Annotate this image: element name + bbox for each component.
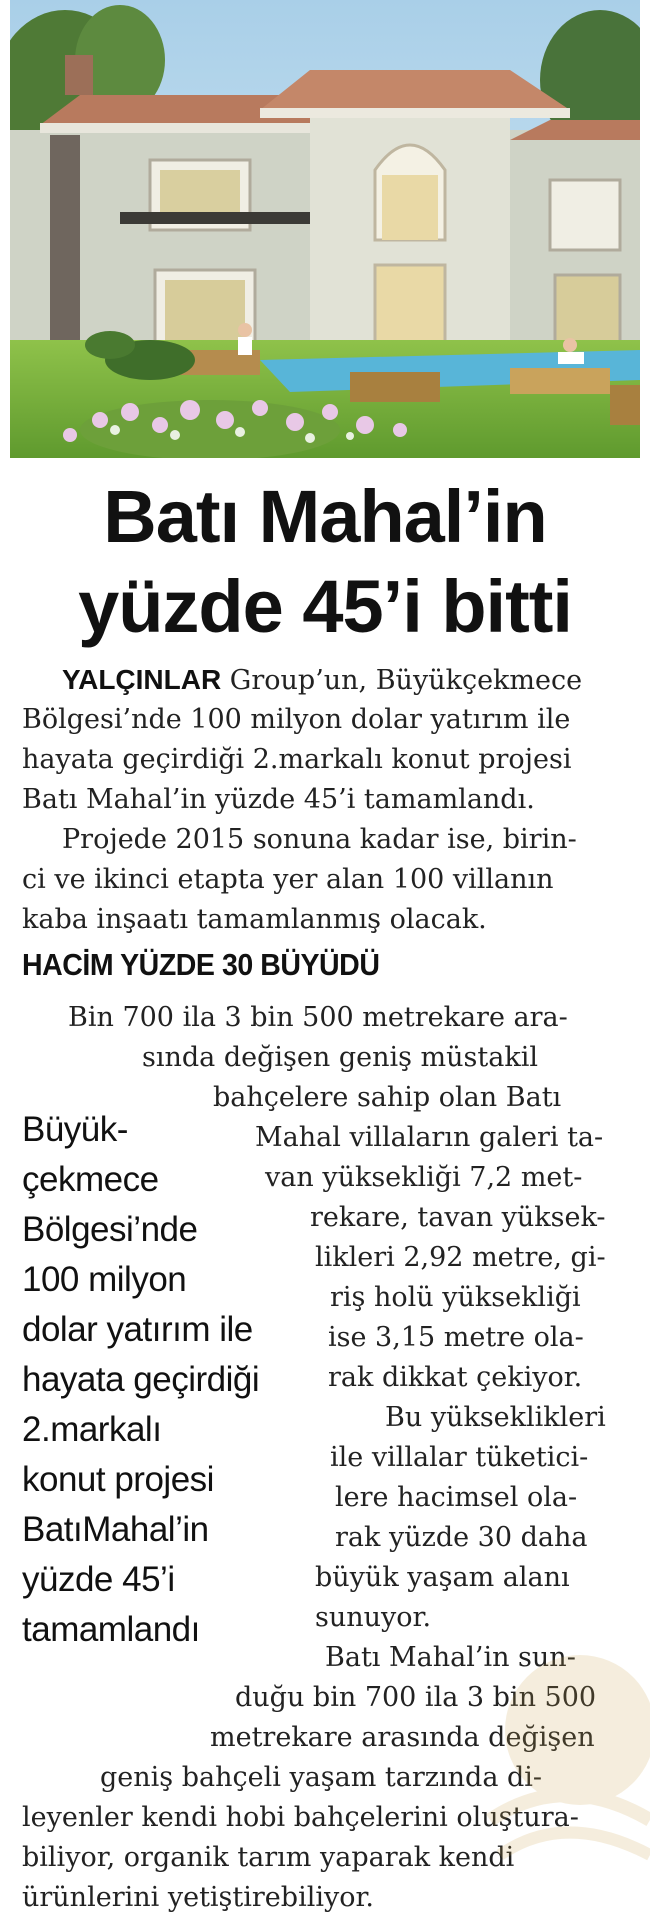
article-line: biliyor, organik tarım yaparak kendi <box>22 1842 515 1873</box>
article-line: riş holü yüksekliği <box>330 1282 581 1313</box>
pull-quote-line: 100 milyon <box>22 1260 187 1299</box>
lead-word: YALÇINLAR <box>62 664 222 695</box>
intro-line-5: Projede 2015 sonuna kadar ise, birin- <box>62 824 577 855</box>
article-line: ile villalar tüketici- <box>330 1442 589 1473</box>
article-line: geniş bahçeli yaşam tarzında di- <box>100 1762 543 1793</box>
headline-line-2: yüzde 45’i bitti <box>78 565 572 648</box>
article-line: rekare, tavan yüksek- <box>310 1202 606 1233</box>
article-line: sunuyor. <box>315 1602 432 1633</box>
article-line: büyük yaşam alanı <box>315 1562 570 1593</box>
article-line: Mahal villaların galeri ta- <box>255 1122 604 1153</box>
article-line: Bu yükseklikleri <box>385 1402 606 1433</box>
pull-quote-line: 2.markalı <box>22 1410 162 1449</box>
article-line: sında değişen geniş müstakil <box>142 1042 538 1073</box>
article-line: ürünlerini yetiştirebiliyor. <box>22 1882 375 1913</box>
villa-photo <box>10 0 640 458</box>
article-line: ise 3,15 metre ola- <box>328 1322 584 1353</box>
pull-quote-line: BatıMahal’in <box>22 1510 209 1549</box>
intro-line-7: kaba inşaatı tamamlanmış olacak. <box>22 904 487 935</box>
intro-line-1-text: Group’un, Büyükçekmece <box>221 665 583 696</box>
intro-line-6: ci ve ikinci etapta yer alan 100 villanın <box>22 864 554 895</box>
section-subhead: HACİM YÜZDE 30 BÜYÜDÜ <box>22 947 380 982</box>
pull-quote-line: tamamlandı <box>22 1610 200 1649</box>
article-line: rak dikkat çekiyor. <box>328 1362 583 1393</box>
pull-quote-line: Büyük- <box>22 1110 128 1149</box>
article-line: leyenler kendi hobi bahçelerini oluştura- <box>22 1802 579 1833</box>
article-line: duğu bin 700 ila 3 bin 500 <box>235 1682 597 1713</box>
article-line: Bin 700 ila 3 bin 500 metrekare ara- <box>68 1002 568 1033</box>
pull-quote-line: yüzde 45’i <box>22 1560 175 1599</box>
pull-quote-line: hayata geçirdiği <box>22 1360 260 1399</box>
intro-line-4: Batı Mahal’in yüzde 45’i tamamlandı. <box>22 784 535 815</box>
pull-quote-line: dolar yatırım ile <box>22 1310 253 1349</box>
watermark-icon <box>470 1620 650 1880</box>
pull-quote-line: konut projesi <box>22 1460 214 1499</box>
pull-quote-line: çekmece <box>22 1160 159 1199</box>
article-line: rak yüzde 30 daha <box>335 1522 588 1553</box>
article-line: lere hacimsel ola- <box>335 1482 578 1513</box>
article-line: bahçelere sahip olan Batı <box>213 1082 562 1113</box>
intro-line-2: Bölgesi’nde 100 milyon dolar yatırım ile <box>22 704 571 735</box>
intro-line-3: hayata geçirdiği 2.markalı konut projesi <box>22 744 572 775</box>
intro-line-1 <box>62 662 582 698</box>
article-line: likleri 2,92 metre, gi- <box>315 1242 606 1273</box>
article-line: metrekare arasında değişen <box>210 1722 595 1753</box>
pull-quote-line: Bölgesi’nde <box>22 1210 198 1249</box>
article-line: van yüksekliği 7,2 met- <box>265 1162 583 1193</box>
headline-line-1: Batı Mahal’in <box>103 475 547 558</box>
article-line: Batı Mahal’in sun- <box>325 1642 576 1673</box>
